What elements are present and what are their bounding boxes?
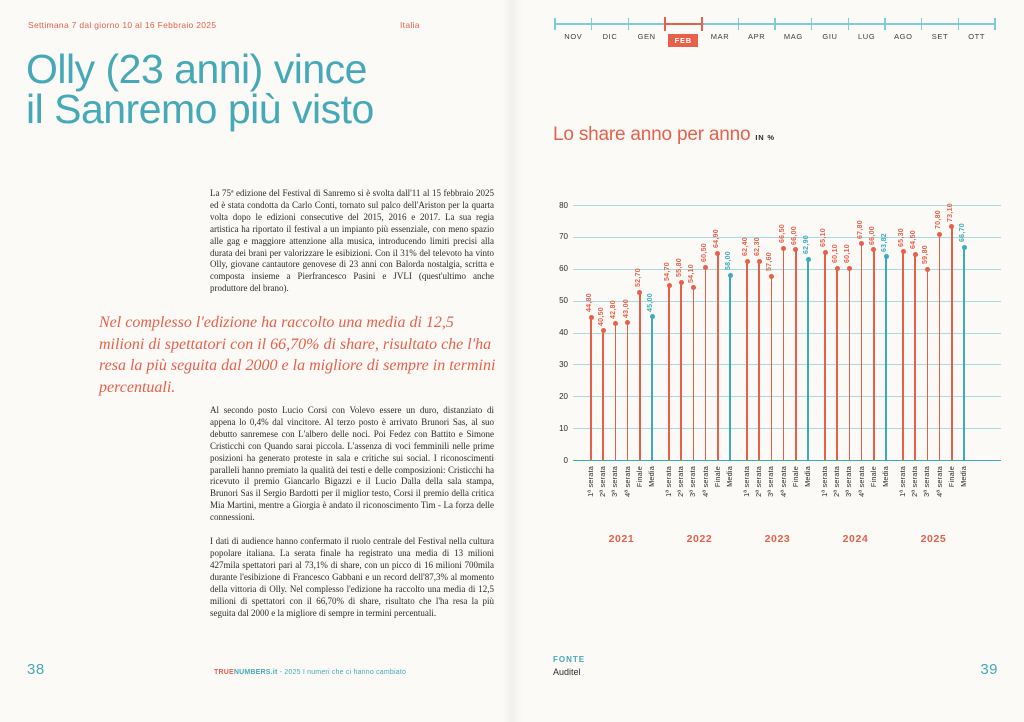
timeline-month: OTT (968, 32, 986, 41)
lollipop-stem (914, 254, 916, 460)
lollipop-stem (758, 261, 760, 460)
lollipop-stem (873, 250, 875, 460)
share-lollipop-chart (553, 195, 1008, 567)
lollipop-stem (680, 282, 682, 460)
lollipop-dot (884, 254, 889, 259)
value-label: 62,30 (754, 237, 762, 257)
page-number-right: 39 (980, 661, 998, 678)
lollipop-dot (691, 285, 696, 290)
lollipop-dot (925, 267, 930, 272)
lollipop-dot (949, 224, 954, 229)
serata-label: Media (725, 466, 734, 487)
lollipop-dot (781, 246, 786, 251)
lollipop-dot (637, 290, 642, 295)
ytick-label: 10 (559, 423, 568, 433)
timeline-tick (958, 18, 959, 30)
year-label: 2021 (608, 533, 635, 545)
timeline-tick (994, 18, 995, 30)
timeline-month: GEN (637, 32, 656, 41)
serata-label: 2ª serata (832, 466, 842, 497)
chart-unit: IN % (755, 133, 775, 142)
value-label: 64,90 (712, 229, 720, 249)
gridline (573, 301, 1001, 302)
lollipop-dot (650, 314, 655, 319)
article-column-2 (210, 405, 494, 619)
timeline-month: MAR (710, 32, 730, 41)
value-label: 73,10 (946, 202, 954, 222)
value-label: 65,10 (820, 228, 827, 248)
page-number-left: 38 (27, 661, 45, 678)
value-label: 62,40 (742, 237, 749, 257)
serata-label: 1ª serata (898, 466, 907, 497)
lollipop-stem (795, 250, 797, 460)
lollipop-stem (668, 286, 670, 460)
lollipop-dot (613, 321, 618, 326)
timeline-month: DIC (602, 32, 618, 41)
value-label: 58,00 (725, 251, 732, 271)
lollipop-stem (939, 234, 941, 460)
serata-label: 2ª serata (754, 466, 764, 497)
lollipop-stem (717, 253, 719, 460)
lollipop-stem (627, 323, 629, 460)
lollipop-stem (590, 317, 592, 460)
timeline-month: GIU (822, 32, 838, 41)
pull-quote: Nel complesso l'edizione ha raccolto una media di 12,5 milioni di spettatori con il 66,70% di share, risultato che l'ha resa la più seguita dal 2000 e la migliore di sempre in termini percentuali. (99, 314, 496, 396)
serata-label: 3ª serata (922, 466, 932, 497)
value-label: 66,70 (959, 223, 966, 243)
timeline-tick (591, 18, 592, 30)
lollipop-stem (615, 324, 617, 460)
lollipop-dot (715, 251, 720, 256)
timeline-month: NOV (564, 32, 583, 41)
serata-label: Finale (946, 466, 956, 488)
lollipop-dot (823, 250, 828, 255)
serata-label: 4ª serata (622, 466, 632, 497)
year-label: 2025 (920, 533, 947, 545)
serata-label: 3ª serata (688, 466, 698, 497)
gridline (573, 428, 1001, 429)
lollipop-stem (807, 260, 809, 460)
value-label: 64,50 (910, 230, 918, 250)
lollipop-stem (861, 244, 863, 460)
serata-label: Finale (868, 466, 878, 488)
value-label: 59,80 (922, 245, 930, 265)
gridline (573, 460, 1001, 461)
timeline-active-segment (665, 23, 702, 25)
lollipop-stem (693, 288, 695, 460)
serata-label: 1ª serata (820, 466, 829, 497)
value-label: 60,50 (700, 243, 708, 263)
country-header: Italia (400, 20, 420, 30)
timeline-tick (848, 18, 849, 30)
timeline-tick (628, 18, 629, 30)
serata-label: 4ª serata (934, 466, 944, 497)
chart-header (553, 124, 775, 146)
timeline-month: SET (931, 32, 949, 41)
lollipop-stem (705, 267, 707, 460)
lollipop-dot (806, 257, 811, 262)
lollipop-stem (951, 227, 953, 460)
ytick-label: 60 (559, 264, 568, 274)
lollipop-dot (625, 320, 630, 325)
gridline (573, 333, 1001, 334)
gridline (573, 396, 1001, 397)
lollipop-dot (703, 265, 708, 270)
source-value: Auditel (553, 667, 581, 677)
brand-true: TRUE (214, 669, 234, 676)
lollipop-dot (859, 241, 864, 246)
lollipop-dot (871, 247, 876, 252)
ytick-label: 0 (563, 455, 568, 465)
serata-label: Media (647, 466, 656, 487)
serata-label: Media (881, 466, 890, 487)
gridline (573, 205, 1001, 206)
ytick-label: 80 (559, 200, 568, 210)
lollipop-stem (783, 248, 785, 460)
timeline-tick (811, 18, 812, 30)
lollipop-stem (849, 268, 851, 460)
value-label: 66,50 (778, 224, 786, 244)
lollipop-stem (963, 247, 965, 460)
ytick-label: 20 (559, 391, 568, 401)
value-label: 42,80 (610, 299, 618, 319)
article-title-line1: Olly (23 anni) vince (26, 46, 367, 92)
brand-numbers: NUMBERS.it (233, 669, 278, 676)
lollipop-dot (901, 249, 906, 254)
source-label: FONTE (553, 655, 586, 664)
serata-label: Finale (712, 466, 722, 488)
value-label: 63,82 (881, 232, 888, 252)
serata-label: 2ª serata (676, 466, 686, 497)
timeline-month: AGO (894, 32, 913, 41)
ytick-label: 70 (559, 232, 568, 242)
value-label: 60,10 (844, 244, 852, 264)
value-label: 65,30 (898, 227, 905, 247)
timeline-tick (774, 18, 775, 30)
serata-label: 1ª serata (586, 466, 595, 497)
timeline-month: LUG (858, 32, 876, 41)
timeline-tick (884, 18, 885, 30)
ytick-label: 50 (559, 296, 568, 306)
lollipop-dot (728, 273, 733, 278)
value-label: 66,00 (790, 225, 798, 245)
lollipop-dot (793, 247, 798, 252)
timeline-tick (664, 17, 666, 31)
value-label: 57,60 (766, 252, 774, 272)
article-paragraph-3: I dati di audience hanno confermato il ruolo centrale del Festival nella cultura popolare italiana. La serata finale ha registrato una media di 13 milioni 427mila spettatori pari al 73,1% di share, con un picco di 16 milioni 700mila durante l'esibizione di Francesco Gabbani e un record dell'87,3% al momento della vittoria di Olly. Nel complesso l'edizione ha raccolto una media di 12,5 milioni di spettatori con il 66,70% di share, risultato che l'ha resa la più seguita dal 2000 e la migliore di sempre in termini percentuali. (210, 536, 494, 618)
timeline-tick (738, 18, 739, 30)
serata-label: Finale (790, 466, 800, 488)
value-label: 43,00 (622, 298, 630, 318)
lollipop-stem (824, 252, 826, 460)
article-title-line2: il Sanremo più visto (26, 85, 374, 132)
serata-label: 3ª serata (844, 466, 854, 497)
ytick-label: 40 (559, 328, 568, 337)
value-label: 62,90 (803, 235, 810, 255)
year-label: 2024 (842, 533, 869, 545)
lollipop-stem (836, 268, 838, 460)
serata-label: 1ª serata (742, 466, 751, 497)
value-label: 54,70 (664, 261, 671, 281)
lollipop-dot (757, 259, 762, 264)
value-label: 52,70 (634, 268, 642, 288)
month-timeline (555, 14, 995, 64)
value-label: 55,80 (676, 258, 684, 278)
timeline-tick (921, 18, 922, 30)
ytick-label: 30 (559, 359, 568, 369)
serata-label: 4ª serata (700, 466, 710, 497)
value-label: 66,00 (868, 225, 876, 245)
article-paragraph-1: La 75ª edizione del Festival di Sanremo si è svolta dall'11 al 15 febbraio 2025 ed è stata condotta da Carlo Conti, tornato sul palco dell'Ariston per la quarta volta dopo le edizioni consecutive del 2015, 2016 e 2017. La sua regia artistica ha riportato il festival a un impianto più essenziale, con meno spazio alle gag e maggiore attenzione alla musica, introducendo limiti precisi alla durata dei brani per valorizzare le esibizioni. Con il 31% del televoto ha vinto Olly, giovane cantautore genovese di 23 anni con Balorda nostalgia, scritta e composta insieme a Pierfrancesco Pasini e JVLI (quest'ultimo anche produttore del brano). (210, 188, 494, 294)
timeline-month: MAG (783, 32, 803, 41)
lollipop-stem (771, 276, 773, 460)
year-label: 2023 (764, 533, 791, 545)
lollipop-stem (885, 257, 887, 460)
source-block (553, 655, 585, 677)
lollipop-dot (769, 274, 774, 279)
lollipop-dot (962, 245, 967, 250)
serata-label: Finale (634, 466, 644, 488)
lollipop-dot (913, 252, 918, 257)
serata-label: 1ª serata (664, 466, 673, 497)
article-paragraph-2: Al secondo posto Lucio Corsi con Volevo essere un duro, distanziato di appena lo 0,4% dal vincitore. Al terzo posto è arrivato Brunori Sas, al suo debutto sanremese con L'albero delle noci. Poi Fedez con Battito e Simone Cristicchi con Quando sarai piccola. L'assenza di voci femminili nelle prime posizioni ha generato proteste in sala e critiche sui social. I riconoscimenti paralleli hanno premiato la qualità dei testi e delle composizioni: Cristicchi ha ricevuto il premio Giancarlo Bigazzi e il Lucio Dalla della sala stampa, Brunori Sas il Sergio Bardotti per il miglior testo, Corsi il premio della critica Mia Martini, mentre a Giorgia è andato il riconoscimento Tim - La forza delle connessioni. (210, 405, 494, 523)
lollipop-stem (651, 317, 653, 460)
lollipop-stem (927, 269, 929, 460)
footer-brand (214, 669, 406, 676)
value-label: 60,10 (832, 244, 840, 264)
serata-label: 2ª serata (598, 466, 608, 497)
serata-label: Media (803, 466, 812, 487)
serata-label: Media (959, 466, 968, 487)
brand-tagline: - 2025 I numeri che ci hanno cambiato (277, 669, 407, 676)
page-right (512, 0, 1024, 722)
lollipop-stem (639, 292, 641, 460)
value-label: 45,00 (647, 292, 654, 312)
lollipop-stem (602, 331, 604, 460)
value-label: 40,50 (598, 306, 606, 326)
lollipop-stem (902, 252, 904, 460)
timeline-tick (554, 18, 555, 30)
timeline-tick (701, 17, 703, 31)
chart-title: Lo share anno per anno (553, 124, 751, 145)
lollipop-dot (589, 315, 594, 320)
lollipop-dot (745, 259, 750, 264)
lollipop-dot (667, 283, 672, 288)
lollipop-stem (746, 261, 748, 460)
serata-label: 4ª serata (856, 466, 866, 497)
week-header: Settimana 7 dal giorno 10 al 16 Febbraio 2025 (28, 20, 217, 30)
value-label: 44,80 (586, 293, 593, 313)
lollipop-dot (835, 266, 840, 271)
lollipop-dot (679, 280, 684, 285)
timeline-month: APR (748, 32, 766, 41)
serata-label: 3ª serata (766, 466, 776, 497)
timeline-month-active: FEB (668, 34, 698, 47)
lollipop-dot (847, 266, 852, 271)
serata-label: 4ª serata (778, 466, 788, 497)
year-label: 2022 (686, 533, 713, 545)
serata-label: 3ª serata (610, 466, 620, 497)
serata-label: 2ª serata (910, 466, 920, 497)
article-title (26, 46, 374, 132)
value-label: 54,10 (688, 263, 696, 283)
gridline (573, 364, 1001, 365)
value-label: 67,80 (856, 219, 864, 239)
lollipop-stem (729, 275, 731, 460)
value-label: 70,80 (934, 210, 942, 230)
lollipop-dot (937, 232, 942, 237)
